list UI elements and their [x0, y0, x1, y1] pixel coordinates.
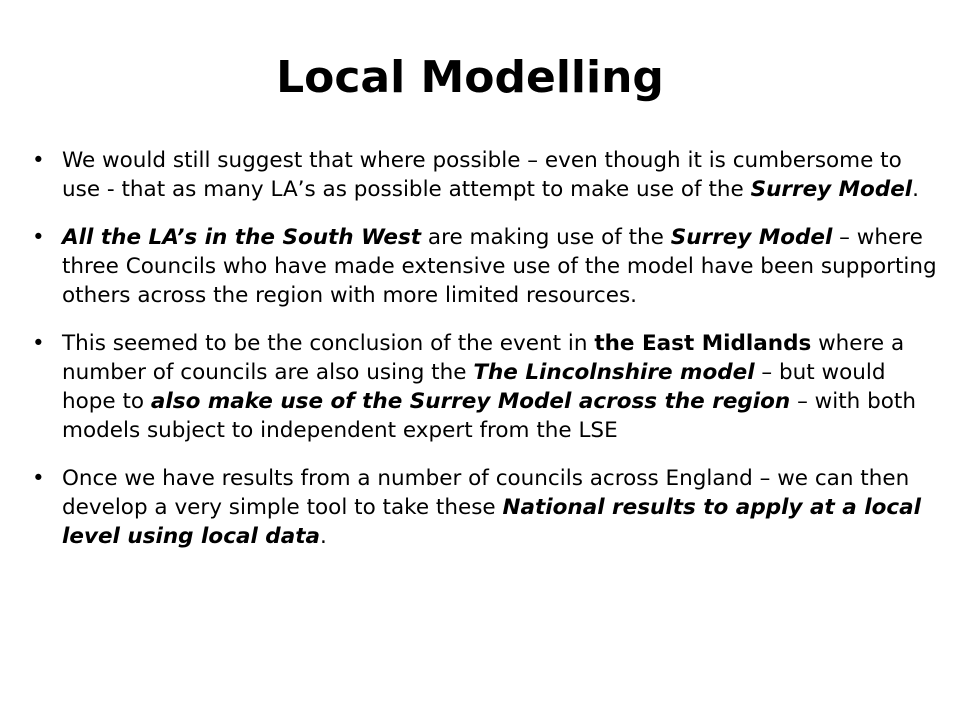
bullet-text-segment: Once we have results from a number of councils across England – we can then develop a very simple tool to take these [62, 466, 910, 520]
slide-title: Local Modelling [276, 52, 664, 103]
bullet-marker: • [32, 331, 45, 356]
bullet-text-segment: Surrey Model [750, 177, 913, 202]
bullet-item [32, 329, 937, 445]
bullet-text-segment: – where three Councils who have made extensive use of the model have been supporting others across the region with more limited resources. [62, 225, 937, 308]
bullet-text-segment: the East Midlands [594, 331, 812, 356]
bullet-marker: • [32, 148, 45, 173]
bullet-text-segment: National results to apply at a local level using local data [62, 495, 921, 549]
bullet-text-segment: are making use of the [421, 225, 671, 250]
bullet-list [32, 146, 937, 570]
bullet-text-segment: . [912, 177, 920, 202]
bullet-item [32, 223, 937, 310]
bullet-text-segment: – with both models subject to independent expert from the LSE [62, 389, 916, 443]
bullet-text-segment: The Lincolnshire model [473, 360, 755, 385]
bullet-text-segment: Surrey Model [670, 225, 833, 250]
bullet-text-segment: All the LA’s in the South West [62, 225, 422, 250]
bullet-text-segment: also make use of the Surrey Model across the region [150, 389, 791, 414]
bullet-text-segment: We would still suggest that where possible – even though it is cumbersome to use - that as many LA’s as possible attempt to make use of the [62, 148, 902, 202]
bullet-text-segment: . [320, 524, 327, 549]
bullet-item [32, 464, 937, 551]
bullet-marker: • [32, 225, 45, 250]
bullet-text-segment: This seemed to be the conclusion of the event in [62, 331, 595, 356]
bullet-marker: • [32, 466, 45, 491]
bullet-text-segment: where a number of councils are also using the [62, 331, 905, 385]
bullet-text-segment: – but would hope to [62, 360, 886, 414]
bullet-item [32, 146, 937, 204]
